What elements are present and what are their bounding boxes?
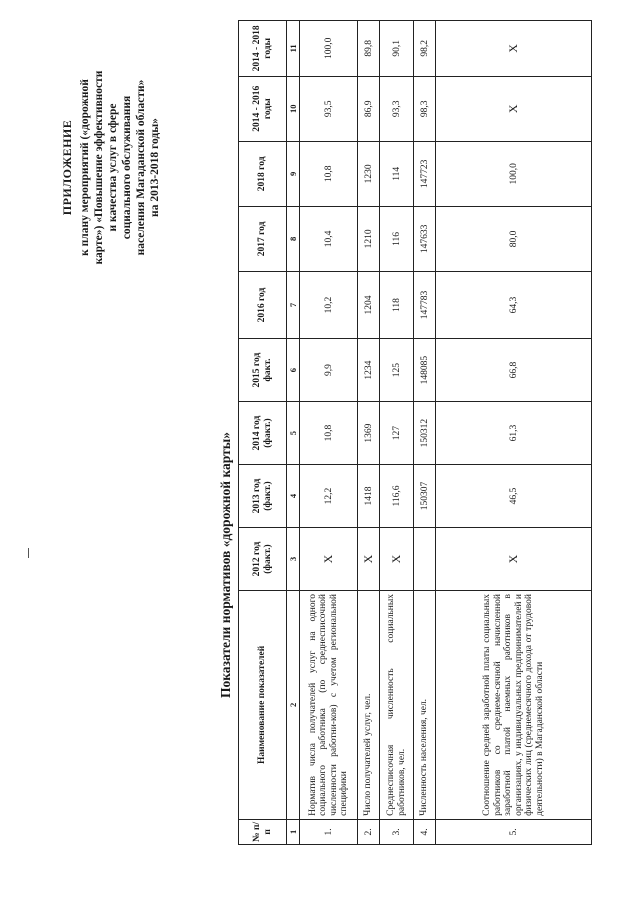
appendix-block (60, 50, 162, 285)
value-cell: X (380, 528, 414, 591)
header-row (239, 21, 287, 845)
table-title: Показатели нормативов «дорожной карты» (218, 431, 233, 699)
value-cell: 86,9 (358, 76, 380, 141)
value-cell: 1418 (358, 465, 380, 528)
indicator-name: Среднесписочная численность социальных работников, чел. (380, 590, 414, 819)
header-cell: № п/п (239, 819, 287, 844)
value-cell: 116,6 (380, 465, 414, 528)
indicator-name: Численность населения, чел. (414, 590, 436, 819)
value-cell: 116 (380, 206, 414, 271)
value-cell: 127 (380, 402, 414, 465)
value-cell: 147723 (414, 141, 436, 206)
column-number: 4 (287, 465, 300, 528)
value-cell: 1369 (358, 402, 380, 465)
header-cell: 2014 - 2016 годы (239, 76, 287, 141)
value-cell: X (300, 528, 358, 591)
column-number: 3 (287, 528, 300, 591)
scan-margin-mark (28, 548, 29, 558)
value-cell: 12,2 (300, 465, 358, 528)
value-cell: 10,2 (300, 271, 358, 338)
value-cell: 80,0 (436, 206, 592, 271)
row-number: 1. (300, 819, 358, 844)
value-cell: 100,0 (300, 21, 358, 77)
value-cell: 10,4 (300, 206, 358, 271)
table-row (300, 21, 358, 845)
value-cell: 114 (380, 141, 414, 206)
header-cell: 2014 год (факт.) (239, 402, 287, 465)
value-cell: 100,0 (436, 141, 592, 206)
table-row (380, 21, 414, 845)
column-number: 6 (287, 339, 300, 402)
value-cell: X (436, 528, 592, 591)
indicators-table (238, 20, 592, 845)
value-cell (414, 528, 436, 591)
column-number: 10 (287, 76, 300, 141)
row-number: 2. (358, 819, 380, 844)
header-cell: 2014 - 2018 годы (239, 21, 287, 77)
value-cell: 98,2 (414, 21, 436, 77)
row-number: 4. (414, 819, 436, 844)
column-number: 9 (287, 141, 300, 206)
header-cell: 2012 год (факт.) (239, 528, 287, 591)
value-cell: 90,1 (380, 21, 414, 77)
indicator-name: Соотношение средней заработной платы социальных работников со среднеме-сячной начисленной заработной платой наемных работников в организациях, у индивидуальных предпринимателей и физических лиц (среднемесячного дохода от трудовой деятельности) в Магаданской области (436, 590, 592, 819)
column-number: 7 (287, 271, 300, 338)
value-cell: 150307 (414, 465, 436, 528)
column-number-row (287, 21, 300, 845)
value-cell: 1210 (358, 206, 380, 271)
value-cell: 61,3 (436, 402, 592, 465)
value-cell: 89,8 (358, 21, 380, 77)
appendix-line: и качества услуг в сфере (107, 103, 119, 232)
header-cell: 2016 год (239, 271, 287, 338)
column-number: 8 (287, 206, 300, 271)
value-cell: 9,9 (300, 339, 358, 402)
value-cell: 1204 (358, 271, 380, 338)
row-number: 3. (380, 819, 414, 844)
value-cell: 150312 (414, 402, 436, 465)
header-cell: 2017 год (239, 206, 287, 271)
appendix-line: населения Магаданской области» (135, 79, 147, 256)
value-cell: 93,3 (380, 76, 414, 141)
value-cell: 1234 (358, 339, 380, 402)
value-cell: 93,5 (300, 76, 358, 141)
value-cell: 147633 (414, 206, 436, 271)
value-cell: X (436, 76, 592, 141)
appendix-line: к плану мероприятий («дорожной (79, 79, 91, 256)
value-cell: 1230 (358, 141, 380, 206)
column-number: 2 (287, 590, 300, 819)
appendix-heading: ПРИЛОЖЕНИЕ (60, 119, 74, 216)
indicator-name: Норматив числа получателей услуг на одного социального работника (по среднесписочной численности работни-ков) с учетом региональной специфики (300, 590, 358, 819)
value-cell: 118 (380, 271, 414, 338)
indicator-name: Число получателей услуг, чел. (358, 590, 380, 819)
column-number: 1 (287, 819, 300, 844)
header-cell: Наименование показателей (239, 590, 287, 819)
value-cell: 125 (380, 339, 414, 402)
header-cell: 2018 год (239, 141, 287, 206)
header-cell: 2015 год факт. (239, 339, 287, 402)
appendix-line: на 2013-2018 годы» (149, 118, 161, 217)
table-row (414, 21, 436, 845)
table-row (436, 21, 592, 845)
value-cell: 147783 (414, 271, 436, 338)
value-cell: 66,8 (436, 339, 592, 402)
appendix-line: карте») «Повышение эффективности (93, 70, 105, 265)
appendix-line: социального обслуживания (121, 95, 133, 240)
value-cell: 98,3 (414, 76, 436, 141)
value-cell: X (436, 21, 592, 77)
value-cell: 10,8 (300, 141, 358, 206)
value-cell: X (358, 528, 380, 591)
header-cell: 2013 год (факт.) (239, 465, 287, 528)
value-cell: 148085 (414, 339, 436, 402)
value-cell: 64,3 (436, 271, 592, 338)
value-cell: 10,8 (300, 402, 358, 465)
row-number: 5. (436, 819, 592, 844)
column-number: 5 (287, 402, 300, 465)
column-number: 11 (287, 21, 300, 77)
value-cell: 46,5 (436, 465, 592, 528)
table-row (358, 21, 380, 845)
